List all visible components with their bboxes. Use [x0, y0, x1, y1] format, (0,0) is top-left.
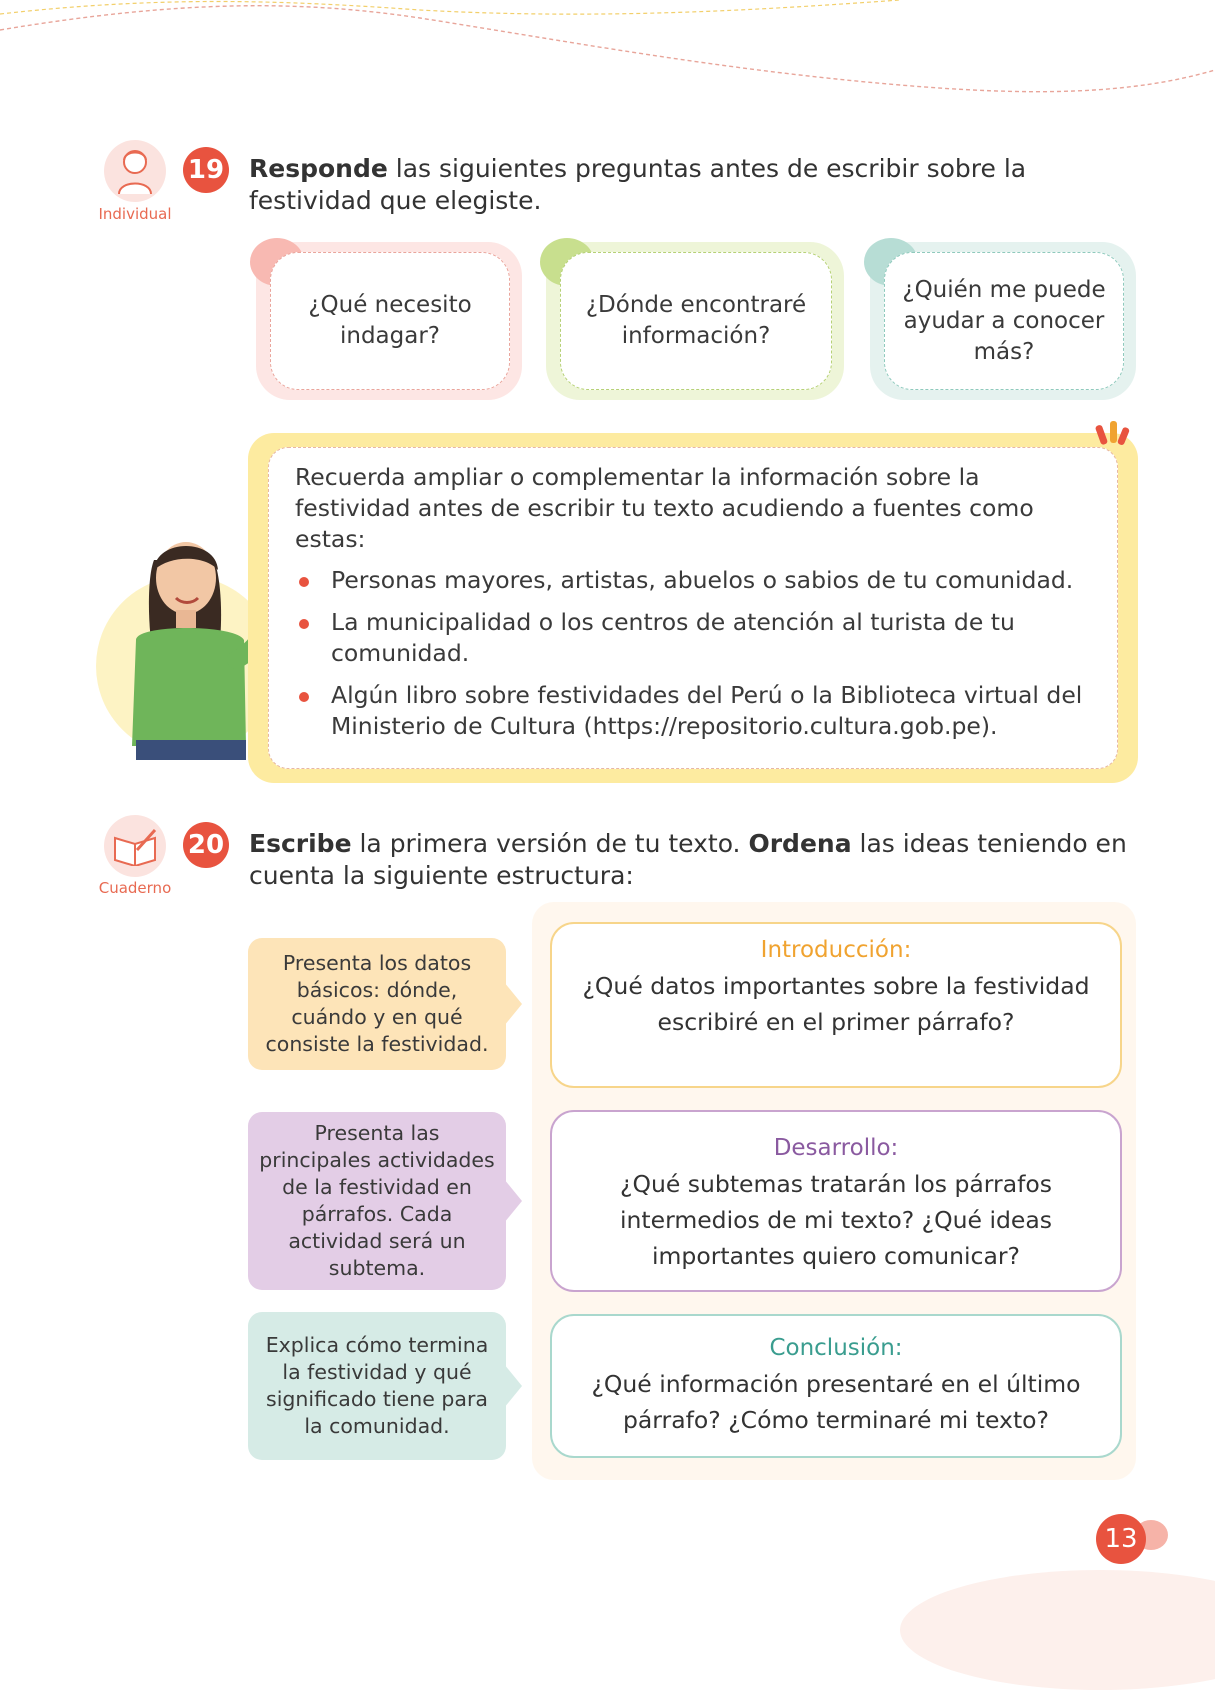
arrow-right-icon [504, 1364, 522, 1408]
introduction-box [550, 922, 1122, 1088]
development-box [550, 1110, 1122, 1292]
intro-hint-box: Presenta los datos básicos: dónde, cuándo y en qué consiste la festividad. [248, 938, 506, 1070]
decorative-wave-lines [0, 0, 1215, 110]
activity-number-19: 19 [183, 147, 229, 193]
question-card-3 [870, 242, 1136, 400]
conclusion-hint-box: Explica cómo termina la festividad y qué significado tiene para la comunidad. [248, 1312, 506, 1460]
question-card-1 [256, 242, 522, 400]
introduction-question: ¿Qué datos importantes sobre la festividad escribiré en el primer párrafo? [582, 972, 1090, 1036]
arrow-right-icon [504, 1179, 522, 1223]
notebook-icon [104, 815, 166, 877]
bullet-icon [299, 692, 309, 702]
conclusion-question: ¿Qué información presentaré en el último párrafo? ¿Cómo terminaré mi texto? [591, 1370, 1081, 1434]
decorative-corner [900, 1570, 1215, 1690]
tip-sources-list [295, 565, 1093, 742]
instruction-verb: Escribe [249, 829, 352, 858]
question-card-2 [546, 242, 844, 400]
tip-box [248, 433, 1138, 783]
instruction-verb: Responde [249, 154, 388, 183]
introduction-title: Introducción: [760, 937, 912, 963]
activity-20-instruction: Escribe la primera versión de tu texto. Ordena las ideas teniendo en cuenta la siguiente estructura: [249, 829, 1127, 890]
activity-19-instruction [249, 153, 1099, 217]
instruction-verb: Ordena [748, 829, 852, 858]
question-text-2: ¿Dónde encontraré información? [560, 252, 832, 390]
development-title: Desarrollo: [773, 1135, 899, 1161]
question-text-3: ¿Quién me puede ayudar a conocer más? [884, 252, 1124, 390]
development-hint-box: Presenta las principales actividades de la festividad en párrafos. Cada actividad será un subtema. [248, 1112, 506, 1290]
conclusion-title: Conclusión: [769, 1335, 903, 1361]
bullet-icon [299, 619, 309, 629]
question-text-1: ¿Qué necesito indagar? [270, 252, 510, 390]
bullet-icon [299, 577, 309, 587]
activity-number-20: 20 [183, 822, 229, 868]
notebook-label: Cuaderno [98, 879, 172, 897]
tip-intro: Recuerda ampliar o complementar la información sobre la festividad antes de escribir tu texto acudiendo a fuentes como estas: [295, 463, 1034, 553]
conclusion-box [550, 1314, 1122, 1458]
arrow-right-icon [504, 982, 522, 1026]
list-item: La municipalidad o los centros de atención al turista de tu comunidad. [295, 607, 1093, 669]
tip-content [268, 447, 1118, 769]
individual-label: Individual [98, 205, 172, 223]
development-question: ¿Qué subtemas tratarán los párrafos intermedios de mi texto? ¿Qué ideas importantes quiero comunicar? [619, 1170, 1052, 1270]
list-item: Personas mayores, artistas, abuelos o sabios de tu comunidad. [295, 565, 1093, 596]
list-item: Algún libro sobre festividades del Perú o la Biblioteca virtual del Ministerio de Cultura (https://repositorio.cultura.gob.pe). [295, 680, 1093, 742]
individual-icon [104, 140, 166, 202]
page-number: 13 [1096, 1514, 1146, 1564]
instruction-text: las siguientes preguntas antes de escribir sobre la festividad que elegiste. [249, 154, 1027, 215]
